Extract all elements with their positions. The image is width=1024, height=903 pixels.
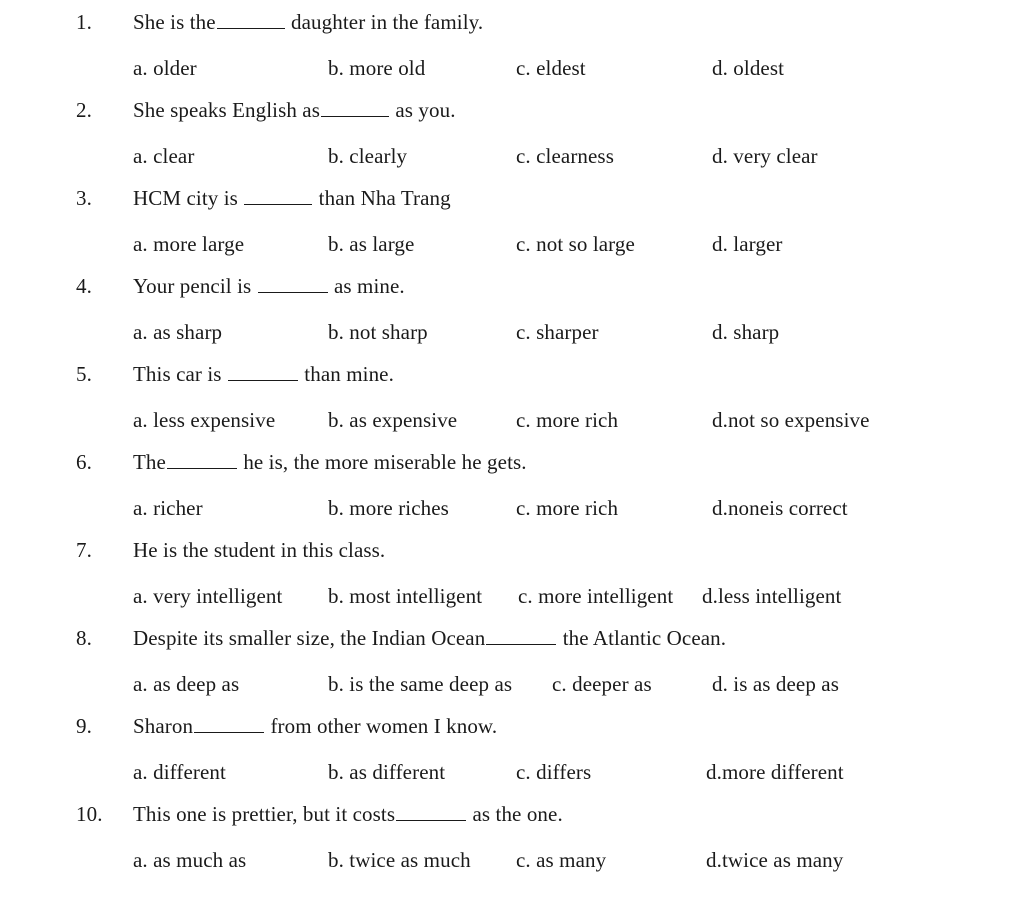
stem-before: Sharon	[133, 714, 194, 738]
answer-blank	[217, 11, 285, 29]
option-d: d.not so expensive	[712, 408, 870, 432]
option-d: d.less intelligent	[702, 584, 842, 608]
option-a: a. as sharp	[133, 320, 223, 344]
question-stem	[133, 186, 451, 211]
question-5	[0, 356, 1024, 444]
option-c: c. deeper as	[552, 672, 652, 696]
stem-before: Despite its smaller size, the Indian Ocean	[133, 626, 486, 650]
question-stem	[133, 274, 405, 299]
question-9	[0, 708, 1024, 796]
option-a: a. older	[133, 56, 197, 80]
answer-blank	[244, 187, 312, 205]
stem-after: as mine.	[334, 274, 405, 298]
question-1	[0, 4, 1024, 92]
question-number: 4.	[76, 274, 92, 298]
option-d: d. oldest	[712, 56, 785, 80]
stem-before: She is the	[133, 10, 216, 34]
option-b: b. clearly	[328, 144, 408, 168]
question-stem	[133, 626, 726, 651]
option-d: d. is as deep as	[712, 672, 839, 696]
option-d: d.noneis correct	[712, 496, 848, 520]
answer-blank	[396, 803, 466, 821]
option-d: d.more different	[706, 760, 844, 784]
option-a: a. as deep as	[133, 672, 240, 696]
question-4	[0, 268, 1024, 356]
stem-after: from other women I know.	[270, 714, 498, 738]
question-number: 9.	[76, 714, 92, 738]
question-number: 8.	[76, 626, 92, 650]
option-c: c. more intelligent	[518, 584, 674, 608]
option-b: b. more riches	[328, 496, 449, 520]
option-b: b. twice as much	[328, 848, 471, 872]
question-number: 1.	[76, 10, 92, 34]
option-a: a. more large	[133, 232, 245, 256]
question-3	[0, 180, 1024, 268]
option-a: a. less expensive	[133, 408, 276, 432]
option-d: d.twice as many	[706, 848, 844, 872]
option-b: b. as different	[328, 760, 446, 784]
answer-blank	[486, 627, 556, 645]
question-number: 6.	[76, 450, 92, 474]
option-a: a. very intelligent	[133, 584, 283, 608]
answer-blank	[228, 363, 298, 381]
stem-after: than Nha Trang	[318, 186, 451, 210]
answer-blank	[194, 715, 264, 733]
stem-after: he is, the more miserable he gets.	[243, 450, 527, 474]
option-b: b. most intelligent	[328, 584, 483, 608]
option-b: b. as large	[328, 232, 415, 256]
answer-blank	[167, 451, 237, 469]
option-d: d. very clear	[712, 144, 818, 168]
answer-blank	[321, 99, 389, 117]
question-stem	[133, 362, 394, 387]
option-a: a. as much as	[133, 848, 247, 872]
option-c: c. clearness	[516, 144, 614, 168]
stem-after: as the one.	[472, 802, 563, 826]
question-stem	[133, 714, 497, 739]
option-c: c. more rich	[516, 496, 619, 520]
question-stem	[133, 450, 527, 475]
question-number: 2.	[76, 98, 92, 122]
stem-before: He is the student in this class.	[133, 538, 386, 562]
option-d: d. larger	[712, 232, 783, 256]
stem-after: daughter in the family.	[291, 10, 484, 34]
option-a: a. clear	[133, 144, 195, 168]
option-b: b. more old	[328, 56, 426, 80]
option-d: d. sharp	[712, 320, 780, 344]
option-c: c. eldest	[516, 56, 586, 80]
question-number: 5.	[76, 362, 92, 386]
option-c: c. sharper	[516, 320, 599, 344]
question-10	[0, 796, 1024, 884]
stem-after: as you.	[395, 98, 456, 122]
question-6	[0, 444, 1024, 532]
question-stem	[133, 538, 385, 563]
stem-after: the Atlantic Ocean.	[562, 626, 727, 650]
stem-before: She speaks English as	[133, 98, 320, 122]
stem-after: than mine.	[304, 362, 394, 386]
option-c: c. more rich	[516, 408, 619, 432]
stem-before: This one is prettier, but it costs	[133, 802, 396, 826]
option-b: b. is the same deep as	[328, 672, 513, 696]
answer-blank	[258, 275, 328, 293]
option-a: a. richer	[133, 496, 203, 520]
stem-before: Your pencil is	[133, 274, 252, 298]
option-c: c. differs	[516, 760, 592, 784]
question-stem	[133, 10, 483, 35]
question-stem	[133, 98, 456, 123]
question-number: 10.	[76, 802, 103, 826]
option-c: c. not so large	[516, 232, 635, 256]
option-c: c. as many	[516, 848, 607, 872]
option-b: b. not sharp	[328, 320, 428, 344]
question-8	[0, 620, 1024, 708]
stem-before: The	[133, 450, 166, 474]
question-number: 3.	[76, 186, 92, 210]
question-7	[0, 532, 1024, 620]
question-stem	[133, 802, 563, 827]
stem-before: This car is	[133, 362, 222, 386]
option-a: a. different	[133, 760, 226, 784]
question-2	[0, 92, 1024, 180]
question-number: 7.	[76, 538, 92, 562]
stem-before: HCM city is	[133, 186, 238, 210]
option-b: b. as expensive	[328, 408, 458, 432]
